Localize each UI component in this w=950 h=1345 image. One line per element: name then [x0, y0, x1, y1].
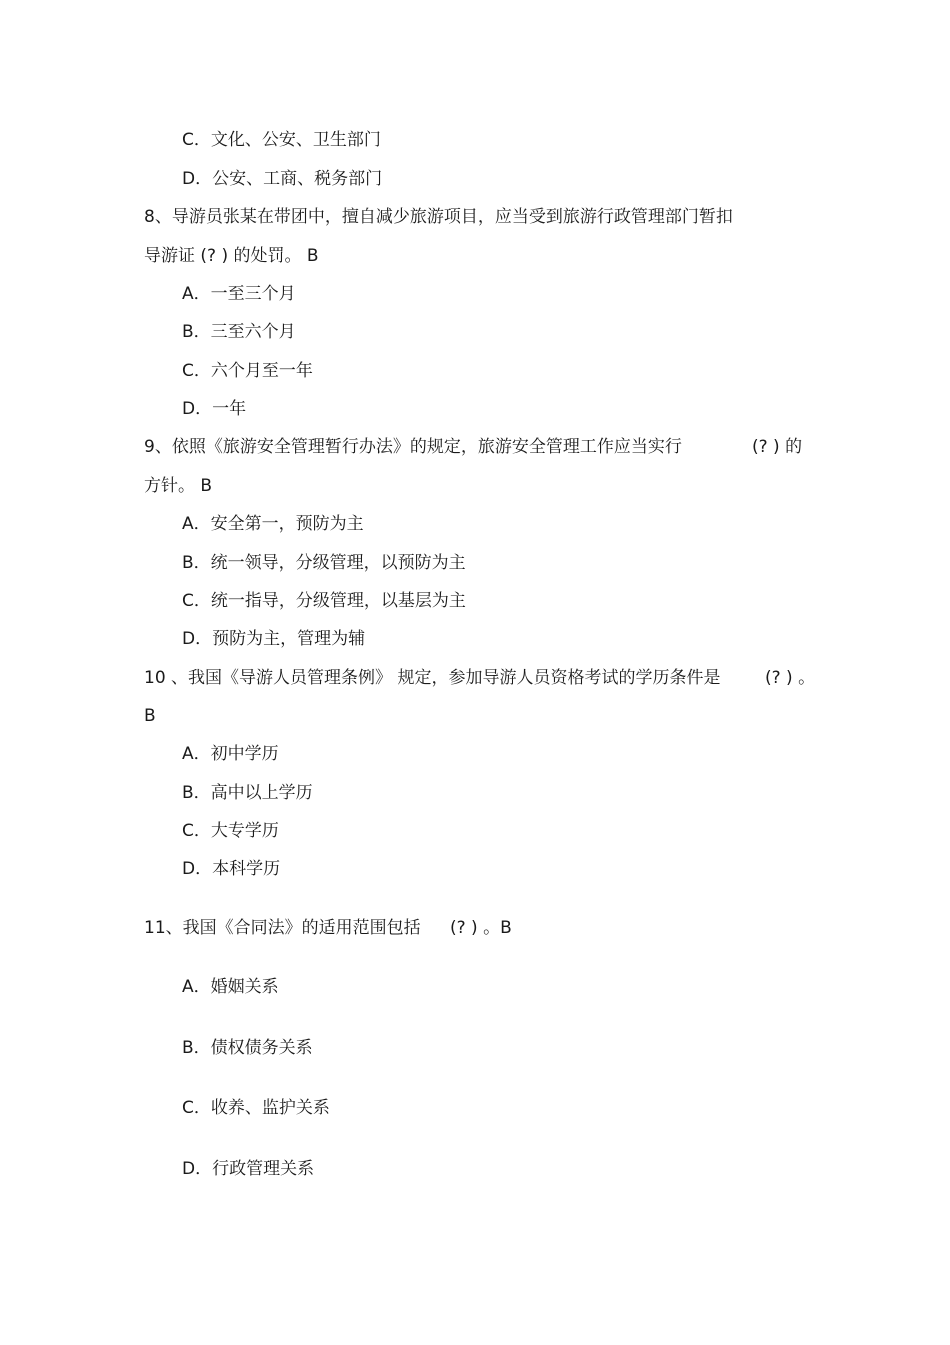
- q10-option-d: D．本科学历: [182, 859, 281, 879]
- q8-option-b: B．三至六个月: [182, 322, 296, 342]
- q9-option-d: D．预防为主，管理为辅: [182, 629, 366, 649]
- q11-option-c: C．收养、监护关系: [182, 1098, 330, 1118]
- q11-option-b: B．债权债务关系: [182, 1038, 313, 1058]
- q10-answer: B: [144, 706, 156, 726]
- q10-stem-line1: 10 、我国《导游人员管理条例》 规定，参加导游人员资格考试的学历条件是: [144, 668, 721, 688]
- q10-option-c: C．大专学历: [182, 821, 279, 841]
- q11-option-d: D．行政管理关系: [182, 1159, 315, 1179]
- q11-stem: 11、我国《合同法》的适用范围包括: [144, 918, 421, 938]
- q9-option-b: B．统一领导，分级管理，以预防为主: [182, 553, 466, 573]
- q10-option-a: A．初中学历: [182, 744, 279, 764]
- q9-stem-blank: (? ) 的: [752, 437, 803, 457]
- q7-option-d: D．公安、工商、税务部门: [182, 169, 383, 189]
- q8-stem-line1: 8、导游员张某在带团中，擅自减少旅游项目，应当受到旅游行政管理部门暂扣: [144, 207, 733, 227]
- q9-stem-line1: 9、依照《旅游安全管理暂行办法》的规定，旅游安全管理工作应当实行: [144, 437, 682, 457]
- q8-option-d: D．一年: [182, 399, 247, 419]
- q11-stem-blank: (? ) 。B: [450, 918, 512, 938]
- q11-option-a: A．婚姻关系: [182, 977, 279, 997]
- q7-option-c: C．文化、公安、卫生部门: [182, 130, 381, 150]
- q8-stem-line2: 导游证 (? ) 的处罚。 B: [144, 246, 319, 266]
- q10-option-b: B．高中以上学历: [182, 783, 313, 803]
- q9-option-a: A．安全第一，预防为主: [182, 514, 364, 534]
- q8-option-a: A．一至三个月: [182, 284, 296, 304]
- q9-stem-line2: 方针。 B: [144, 476, 213, 496]
- q8-option-c: C．六个月至一年: [182, 361, 313, 381]
- q10-stem-blank: (? ) 。: [765, 668, 816, 688]
- q9-option-c: C．统一指导，分级管理，以基层为主: [182, 591, 466, 611]
